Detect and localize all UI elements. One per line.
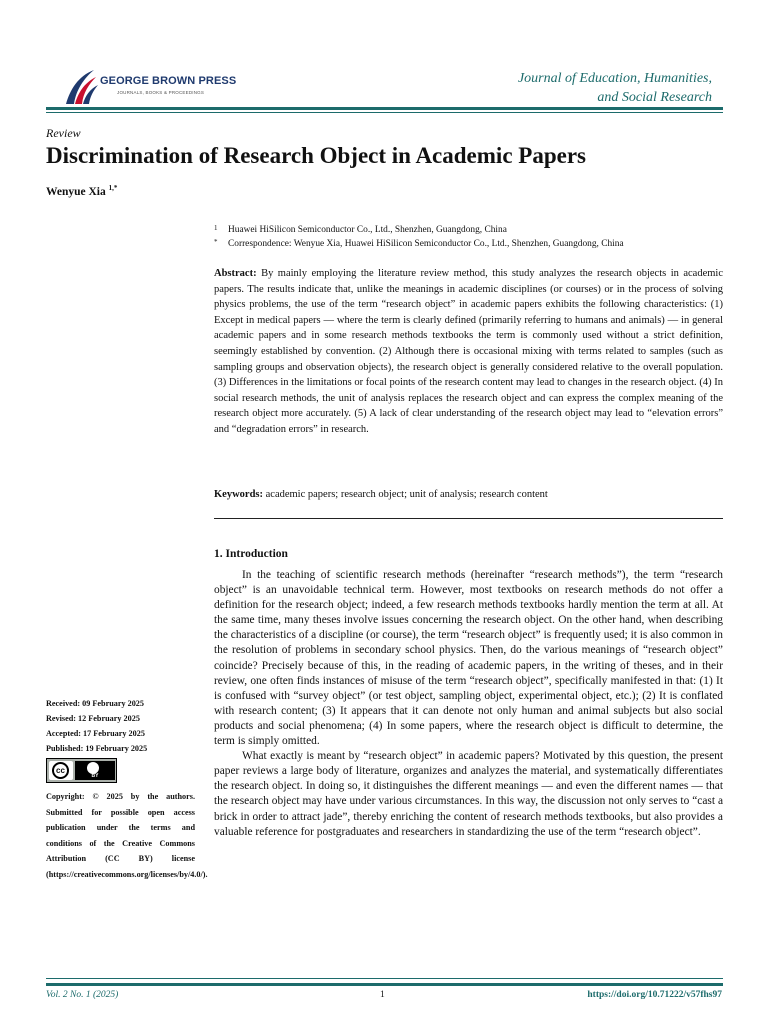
keywords — [214, 487, 723, 502]
header-rule-thin — [46, 112, 723, 113]
paragraph: What exactly is meant by “research object” in academic papers? Motivated by this question, the present paper reviews a large body of literature, organizes and analyzes the material, and systematically differentiates the research object. In doing so, it distinguishes the different meanings — and even the different names — that the research object may have under various circumstances. In this way, the discussion not only serves to “cast a brick in order to attract jade”, thereby enriching the content of research methods textbooks, but also provides a valuable reference for postgraduates and researchers in standardizing the use of the term “research object”. — [214, 750, 723, 838]
affiliation-correspondence — [214, 238, 624, 249]
date-published: Published: 19 February 2025 — [46, 744, 148, 753]
footer-rule-thin — [46, 978, 723, 979]
section-body — [214, 568, 723, 840]
article-title: Discrimination of Research Object in Academic Papers — [46, 143, 586, 168]
copyright-notice: Copyright: © 2025 by the authors. Submitted for possible open access publication under the terms and conditions of the Creative Commons Attribution (CC BY) license (https://creativecommons.org/licenses/by/4.0/). — [46, 792, 208, 879]
affiliation-mark: 1 — [214, 224, 218, 232]
article-type: Review — [46, 126, 81, 140]
section-heading: 1. Introduction — [214, 548, 288, 560]
author-name: Wenyue Xia — [46, 185, 106, 198]
doi-link[interactable]: https://doi.org/10.71222/v57fhs97 — [587, 990, 722, 1000]
publisher-tagline: JOURNALS, BOOKS & PROCEEDINGS — [117, 90, 205, 95]
journal-name — [432, 69, 712, 107]
cc-icon — [49, 761, 73, 780]
date-revised: Revised: 12 February 2025 — [46, 714, 140, 723]
abstract-divider — [214, 518, 723, 519]
author-marks: 1,* — [108, 184, 118, 192]
by-label: BY — [91, 773, 99, 779]
cc-mark: cc — [52, 762, 69, 779]
paragraph: In the teaching of scientific research methods (hereinafter “research methods”), the term “research object” is an unavoidable technical term. However, most textbooks on research methods do not offer a definition for the research object; indeed, a few research methods textbooks hardly mention the term at all. At the same time, many theses involve issues concerning the research object. On the other hand, when describing the characteristics of a discipline (or course), the term “research object” is frequently used; it is also common in the resolution of problems in secondary school physics. Then, do the various meanings of “research object” coincide? Precisely because of this, in the reading of academic papers, in the writing of theses, and in their review, one often finds instances of misuse of the term “research object”, specifically manifested in that: (1) It is confused with “survey object” (or test object, sampling object, experimental object, etc.); (2) It is conflated with research content; (3) It appears that it can denote not only human and animal subjects but also social products and social phenomena; (4) In some papers, where the research object is difficult to determine, the term is simply omitted. — [214, 569, 723, 748]
publication-dates — [46, 696, 147, 756]
volume-info: Vol. 2 No. 1 (2025) — [46, 990, 119, 1000]
abstract-label: Abstract: — [214, 268, 257, 279]
date-received: Received: 09 February 2025 — [46, 699, 144, 708]
header-rule — [46, 107, 723, 110]
publisher-name: GEORGE BROWN PRESS — [100, 75, 237, 87]
date-accepted: Accepted: 17 February 2025 — [46, 729, 145, 738]
affiliation-text: Huawei HiSilicon Semiconductor Co., Ltd., Shenzhen, Guangdong, China — [228, 225, 507, 235]
cc-by-license-icon[interactable] — [46, 758, 117, 783]
keywords-label: Keywords: — [214, 489, 263, 500]
by-icon — [75, 761, 115, 780]
journal-name-line2: and Social Research — [597, 90, 712, 105]
abstract — [214, 266, 723, 438]
publisher-logo — [64, 66, 237, 106]
author-line — [46, 184, 117, 198]
affiliation-1 — [214, 224, 507, 235]
page-number: 1 — [380, 990, 385, 1000]
george-brown-press-logo-icon — [64, 66, 100, 106]
footer-rule — [46, 983, 723, 986]
keywords-text: academic papers; research object; unit of analysis; research content — [265, 489, 548, 500]
affiliation-text: Correspondence: Wenyue Xia, Huawei HiSilicon Semiconductor Co., Ltd., Shenzhen, Guangdong, China — [228, 239, 624, 249]
affiliation-mark: * — [214, 238, 218, 246]
journal-name-line1: Journal of Education, Humanities, — [517, 71, 712, 86]
abstract-text: By mainly employing the literature review method, this study analyzes the research objects in academic papers. The results indicate that, unlike the meanings in academic disciplines (or courses) or in the process of solving physics problems, the use of the term “research object” in academic papers exhibits the following characteristics: (1) Except in medical papers — where the term is clearly defined (primarily referring to humans and animals) — in general academic papers and in some research methods textbooks the term is commonly used without a strict definition, seemingly established by convention. (2) Although there is occasional mixing with terms related to samples (such as sampling groups and observation objects), the research object is generally considered relative to the overall population. (3) Differences in the limitations or focal points of the research content may lead to changes in the research object. (4) In social research methods, the unit of analysis replaces the research object and can express the complex meaning of the research object more accurately. (5) A lack of clear understanding of the research object may lead to “elevation errors” and “degradation errors” in research. — [214, 268, 723, 435]
